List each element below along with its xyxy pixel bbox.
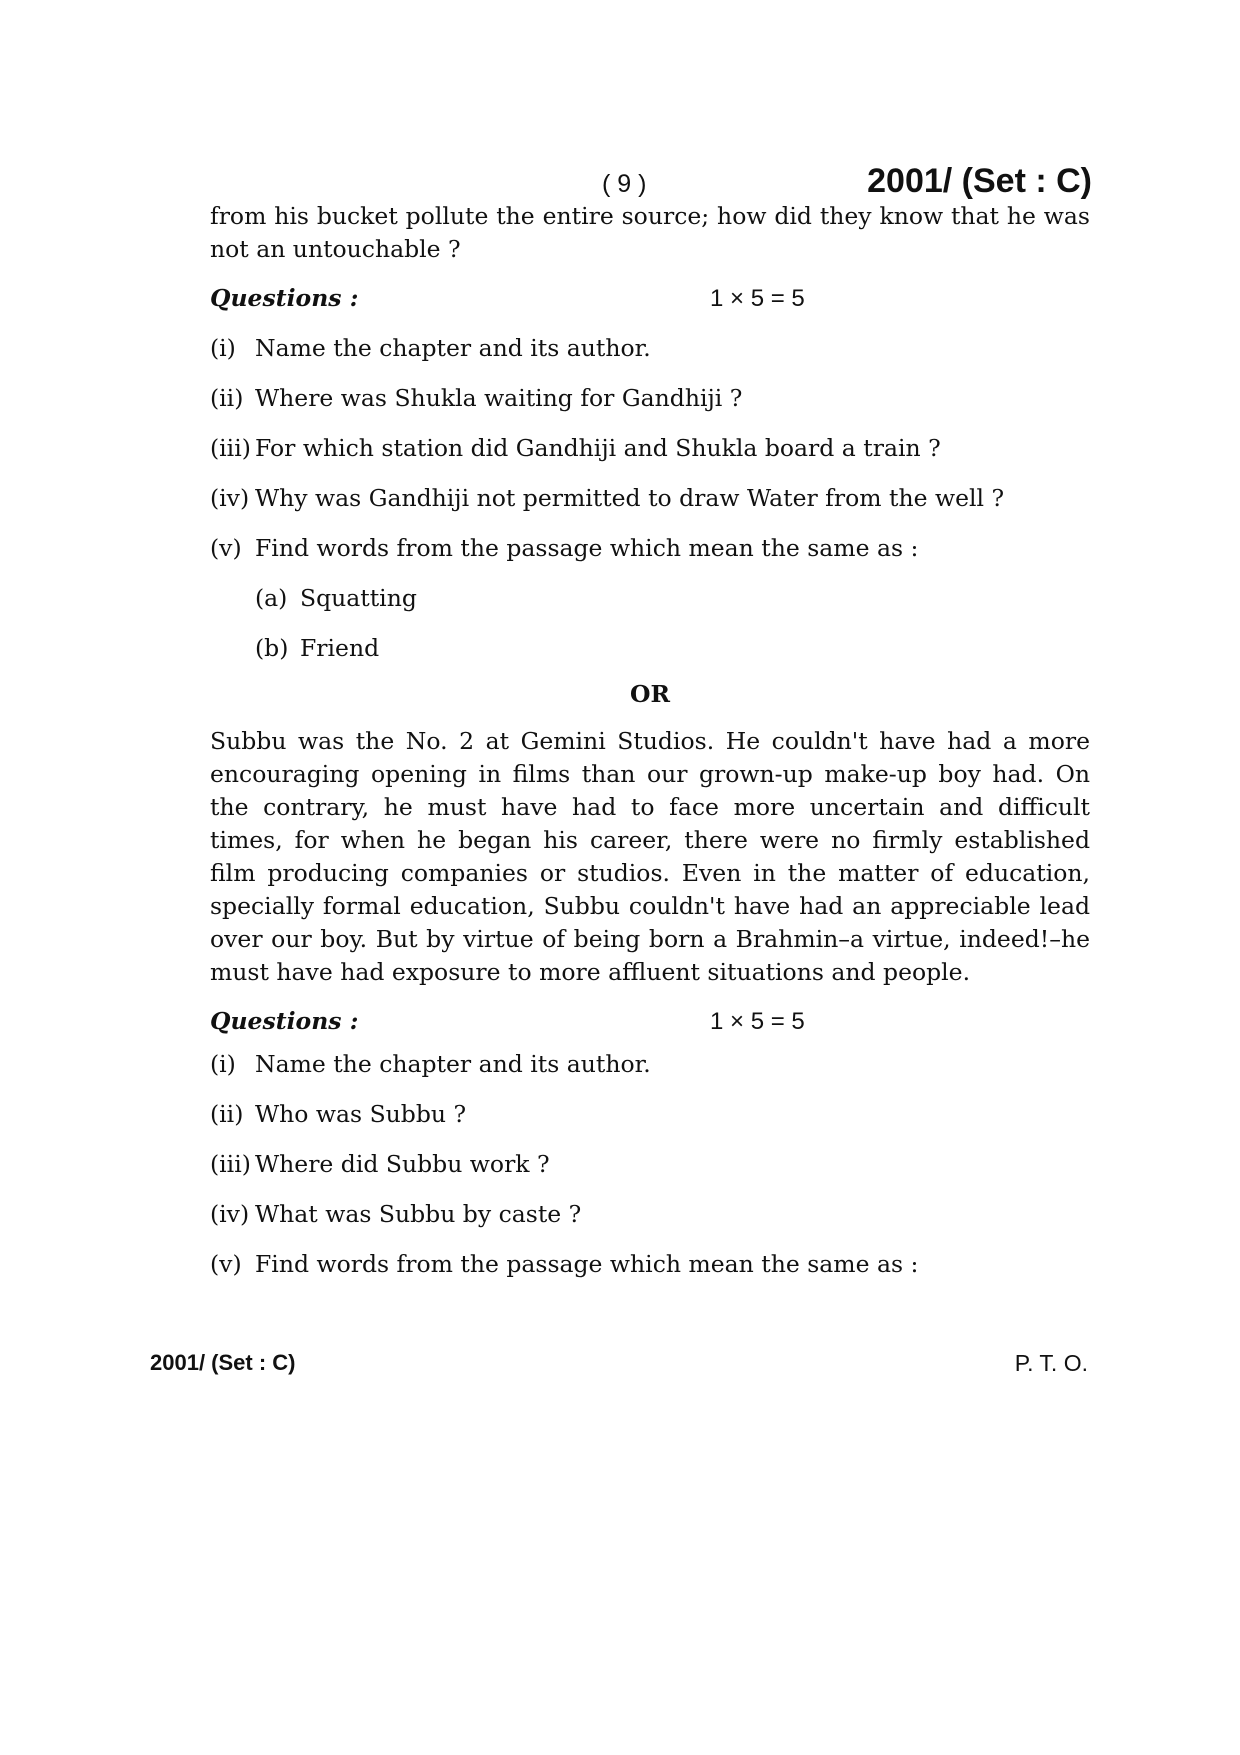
question-number: (iv) xyxy=(210,484,250,512)
questions-1-label: Questions : xyxy=(210,284,359,312)
sub-item-letter: (a) xyxy=(255,584,288,612)
question-sub-item xyxy=(255,582,1090,615)
question-text: Who was Subbu ? xyxy=(255,1100,467,1128)
sub-item-letter: (b) xyxy=(255,634,289,662)
question-number: (i) xyxy=(210,1050,236,1078)
question-item xyxy=(210,1248,1090,1281)
question-item xyxy=(210,532,1090,565)
question-item xyxy=(210,1098,1090,1131)
questions-2-list xyxy=(210,1048,1090,1281)
questions-2-marks: 1 × 5 = 5 xyxy=(710,1008,805,1035)
sub-item-text: Friend xyxy=(300,634,380,662)
questions-2-header xyxy=(210,1005,1090,1038)
question-text: Find words from the passage which mean the same as : xyxy=(255,1250,919,1278)
questions-1-header xyxy=(210,282,1090,315)
question-item xyxy=(210,1198,1090,1231)
page-number: ( 9 ) xyxy=(602,170,647,198)
question-text: Find words from the passage which mean the same as : xyxy=(255,534,919,562)
footer-paper-code: 2001/ (Set : C) xyxy=(150,1350,296,1375)
questions-1-list xyxy=(210,332,1090,665)
question-number: (ii) xyxy=(210,1100,244,1128)
question-number: (i) xyxy=(210,334,236,362)
question-text: What was Subbu by caste ? xyxy=(255,1200,582,1228)
page-content xyxy=(210,200,1090,1298)
question-text: Name the chapter and its author. xyxy=(255,1050,651,1078)
footer-pto: P. T. O. xyxy=(1014,1350,1088,1376)
question-number: (iv) xyxy=(210,1200,250,1228)
question-item xyxy=(210,482,1090,515)
question-item xyxy=(210,1048,1090,1081)
sub-item-text: Squatting xyxy=(300,584,417,612)
questions-2-label: Questions : xyxy=(210,1007,359,1035)
question-text: Where did Subbu work ? xyxy=(255,1150,550,1178)
question-text: Why was Gandhiji not permitted to draw Water from the well ? xyxy=(255,484,1005,512)
question-item xyxy=(210,1148,1090,1181)
question-text: Where was Shukla waiting for Gandhiji ? xyxy=(255,384,743,412)
question-item xyxy=(210,332,1090,365)
passage-1-end: from his bucket pollute the entire source; how did they know that he was not an untouchable ? xyxy=(210,202,1090,263)
header-paper-code: 2001/ (Set : C) xyxy=(867,162,1092,200)
questions-1-marks: 1 × 5 = 5 xyxy=(710,285,805,312)
or-separator: OR xyxy=(629,680,670,708)
question-number: (v) xyxy=(210,1250,242,1278)
passage-2: Subbu was the No. 2 at Gemini Studios. He couldn't have had a more encouraging opening in films than our grown-up make-up boy had. On the contrary, he must have had to face more uncertain and difficult times, for when he began his career, there were no firmly established film producing companies or studios. Even in the matter of education, specially formal education, Subbu couldn't have had an appreciable lead over our boy. But by virtue of being born a Brahmin–a virtue, indeed!–he must have had exposure to more affluent situations and people. xyxy=(210,727,1090,986)
question-number: (iii) xyxy=(210,434,251,462)
question-item xyxy=(210,432,1090,465)
question-number: (iii) xyxy=(210,1150,251,1178)
question-item xyxy=(210,382,1090,415)
question-text: For which station did Gandhiji and Shukla board a train ? xyxy=(255,434,941,462)
question-text: Name the chapter and its author. xyxy=(255,334,651,362)
question-number: (ii) xyxy=(210,384,244,412)
question-number: (v) xyxy=(210,534,242,562)
question-sub-item xyxy=(255,632,1090,665)
